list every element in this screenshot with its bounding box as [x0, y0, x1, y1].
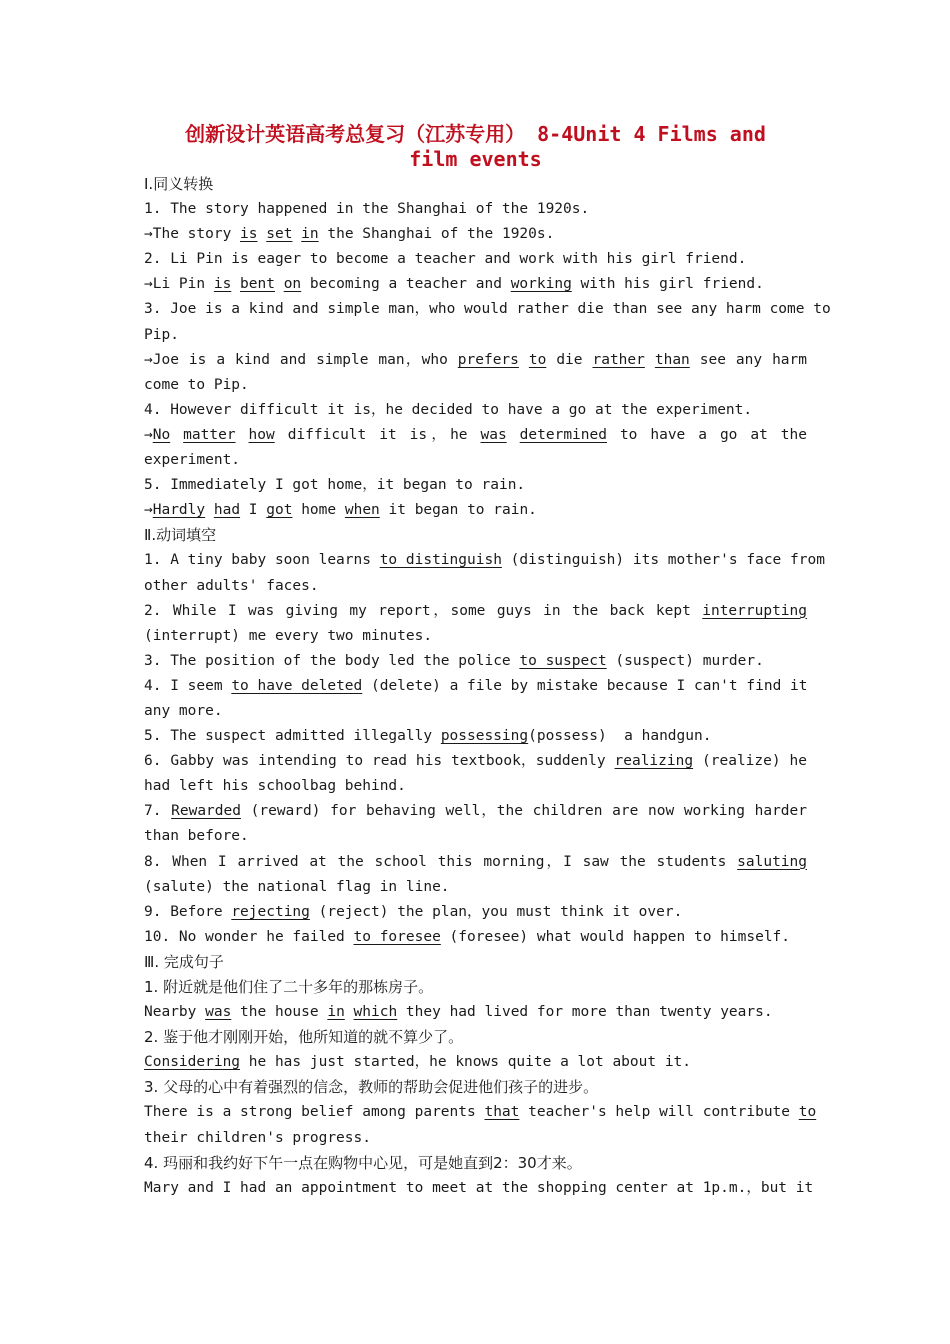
- part3-item3-english-line1: There is a strong belief among parents that teacher's help will contribute to: [144, 1104, 817, 1121]
- part2-item4-line2: any more.: [144, 702, 223, 719]
- part1-a4-line2: experiment.: [144, 452, 241, 469]
- part2-item2-line2: (interrupt) me every two minutes.: [144, 627, 433, 644]
- part1-q4: 4. However difficult it is，he decided to have a go at the experiment.: [144, 401, 753, 418]
- part1-a3-line1: →Joe is a kind and simple man，who prefers to die rather than see any harm: [144, 351, 807, 368]
- part1-a5: →Hardly had I got home when it began to rain.: [144, 502, 537, 519]
- part2-item8-line1: 8. When I arrived at the school this morning，I saw the students saluting: [144, 853, 807, 870]
- part1-a2: →Li Pin is bent on becoming a teacher and working with his girl friend.: [144, 276, 764, 293]
- part1-a3-line2: come to Pip.: [144, 376, 249, 393]
- part3-item1-english: Nearby was the house in which they had lived for more than twenty years.: [144, 1004, 773, 1021]
- part2-item2-line1: 2. While I was giving my report，some guys in the back kept interrupting: [144, 602, 807, 619]
- part2-item1-line2: other adults' faces.: [144, 577, 319, 594]
- part1-q1: 1. The story happened in the Shanghai of the 1920s.: [144, 201, 590, 218]
- title-line-2: film events: [409, 147, 542, 171]
- part3-item2-chinese: 2. 鉴于他才刚刚开始，他所知道的就不算少了。: [144, 1028, 464, 1047]
- part1-a4-line1: →No matter how difficult it is，he was determined to have a go at the: [144, 426, 807, 443]
- section-heading-1: Ⅰ.同义转换: [144, 175, 214, 193]
- part3-item4-chinese: 4. 玛丽和我约好下午一点在购物中心见，可是她直到2：30才来。: [144, 1153, 582, 1172]
- part1-q2: 2. Li Pin is eager to become a teacher and work with his girl friend.: [144, 251, 747, 268]
- part2-item10: 10. No wonder he failed to foresee (foresee) what would happen to himself.: [144, 928, 791, 945]
- document-page: [144, 122, 831, 1201]
- section-heading-3: Ⅲ. 完成句子: [144, 952, 224, 971]
- part3-item4-english-line1: Mary and I had an appointment to meet at the shopping center at 1p.m.，but it: [144, 1179, 814, 1196]
- part2-item6-line1: 6. Gabby was intending to read his textbook，suddenly realizing (realize) he: [144, 753, 807, 770]
- part2-item1-line1: 1. A tiny baby soon learns to distinguish (distinguish) its mother's face from: [144, 552, 825, 569]
- part1-q3-line1: 3. Joe is a kind and simple man，who would rather die than see any harm come to: [144, 301, 831, 318]
- document-title: [144, 122, 807, 172]
- section-heading-2: Ⅱ.动词填空: [144, 526, 217, 545]
- part3-item3-chinese: 3. 父母的心中有着强烈的信念，教师的帮助会促进他们孩子的进步。: [144, 1078, 599, 1097]
- part1-q3-line2: Pip.: [144, 326, 179, 343]
- part2-item4-line1: 4. I seem to have deleted (delete) a file by mistake because I can't find it: [144, 677, 808, 694]
- part2-item5: 5. The suspect admitted illegally possessing(possess) a handgun.: [144, 728, 712, 745]
- part2-item8-line2: (salute) the national flag in line.: [144, 878, 450, 895]
- part2-item3: 3. The position of the body led the police to suspect (suspect) murder.: [144, 652, 764, 669]
- part1-a1: →The story is set in the Shanghai of the 1920s.: [144, 226, 555, 243]
- part2-item7-line1: 7. Rewarded (reward) for behaving well，the children are now working harder: [144, 803, 807, 820]
- part1-q5: 5. Immediately I got home，it began to rain.: [144, 477, 526, 494]
- part3-item2-english: Considering he has just started，he knows quite a lot about it.: [144, 1054, 692, 1071]
- part2-item7-line2: than before.: [144, 828, 249, 845]
- part3-item1-chinese: 1. 附近就是他们住了二十多年的那栋房子。: [144, 978, 434, 996]
- part3-item3-english-line2: their children's progress.: [144, 1129, 371, 1146]
- part2-item6-line2: had left his schoolbag behind.: [144, 778, 406, 795]
- part2-item9: 9. Before rejecting (reject) the plan，you must think it over.: [144, 903, 683, 920]
- title-line-1: 创新设计英语高考总复习（江苏专用） 8-4Unit 4 Films and: [185, 122, 766, 146]
